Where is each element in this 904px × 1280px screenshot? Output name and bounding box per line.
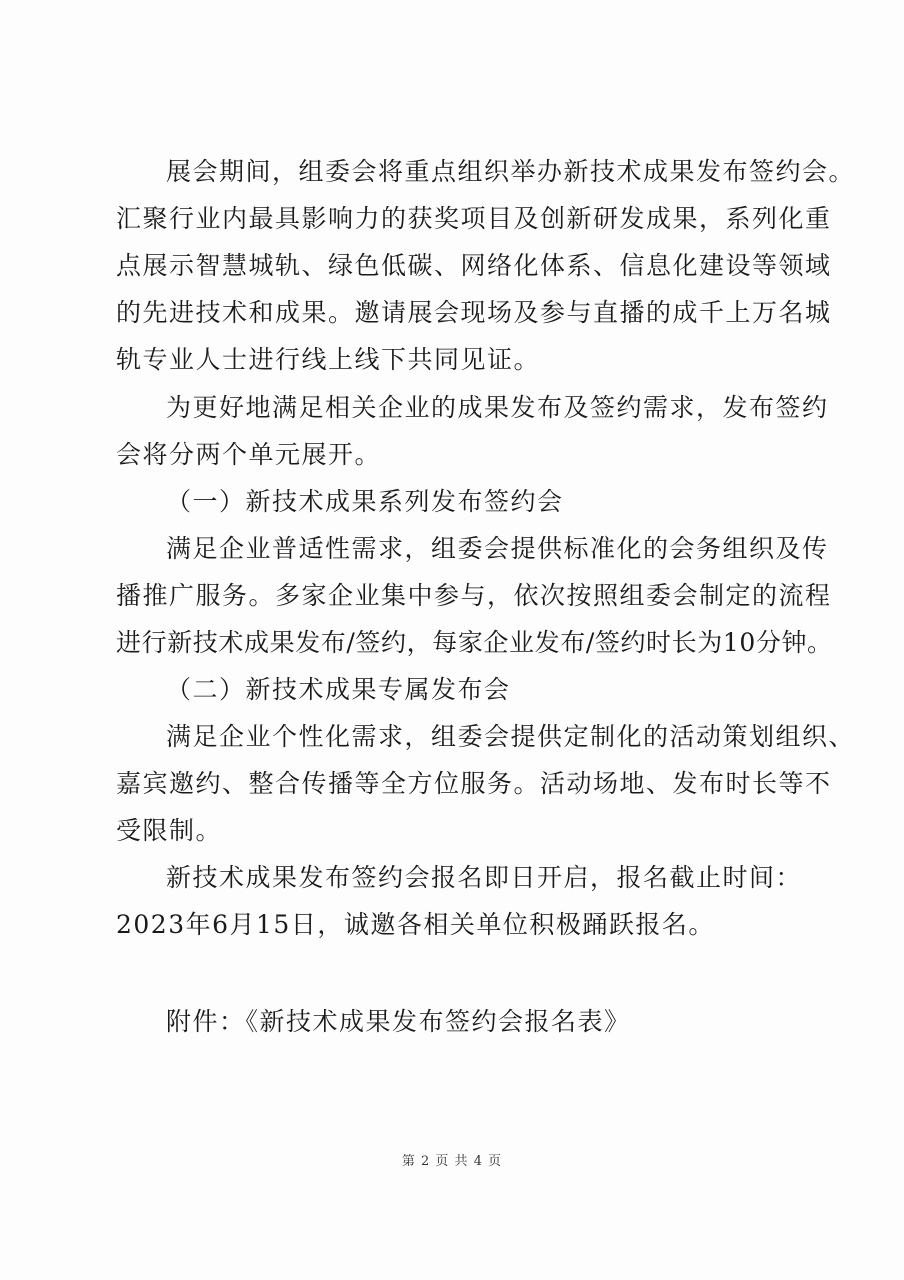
page-number-footer: 第 2 页 共 4 页 — [401, 1154, 503, 1169]
paragraph-4-line-1: 满足企业个性化需求，组委会提供定制化的活动策划组织、 — [166, 722, 856, 751]
paragraph-1-line-5: 轨专业人士进行线上线下共同见证。 — [116, 345, 541, 374]
paragraph-3-line-2: 播推广服务。多家企业集中参与，依次按照组委会制定的流程 — [116, 581, 832, 610]
paragraph-2-line-2: 会将分两个单元展开。 — [116, 440, 382, 469]
paragraph-3-line-1: 满足企业普适性需求，组委会提供标准化的会务组织及传 — [166, 534, 829, 563]
paragraph-4-line-3: 受限制。 — [116, 816, 223, 845]
paragraph-3-line-3: 进行新技术成果发布/签约，每家企业发布/签约时长为10分钟。 — [116, 628, 833, 657]
paragraph-2-line-1: 为更好地满足相关企业的成果发布及签约需求，发布签约 — [166, 393, 829, 422]
paragraph-1-line-1: 展会期间，组委会将重点组织举办新技术成果发布签约会。 — [166, 157, 856, 186]
paragraph-1-line-4: 的先进技术和成果。邀请展会现场及参与直播的成千上万名城 — [116, 298, 832, 327]
section-heading-1: （一）新技术成果系列发布签约会 — [166, 487, 564, 516]
paragraph-4-line-2: 嘉宾邀约、整合传播等全方位服务。活动场地、发布时长等不 — [116, 769, 832, 798]
section-heading-2: （二）新技术成果专属发布会 — [166, 675, 511, 704]
paragraph-5-line-1: 新技术成果发布签约会报名即日开启，报名截止时间： — [166, 863, 803, 892]
paragraph-5-line-2: 2023年6月15日，诚邀各相关单位积极踊跃报名。 — [116, 910, 715, 939]
paragraph-1-line-2: 汇聚行业内最具影响力的获奖项目及创新研发成果，系列化重 — [116, 204, 832, 233]
attachment-line: 附件：《新技术成果发布签约会报名表》 — [166, 1007, 631, 1036]
paragraph-1-line-3: 点展示智慧城轨、绿色低碳、网络化体系、信息化建设等领域 — [116, 251, 832, 280]
